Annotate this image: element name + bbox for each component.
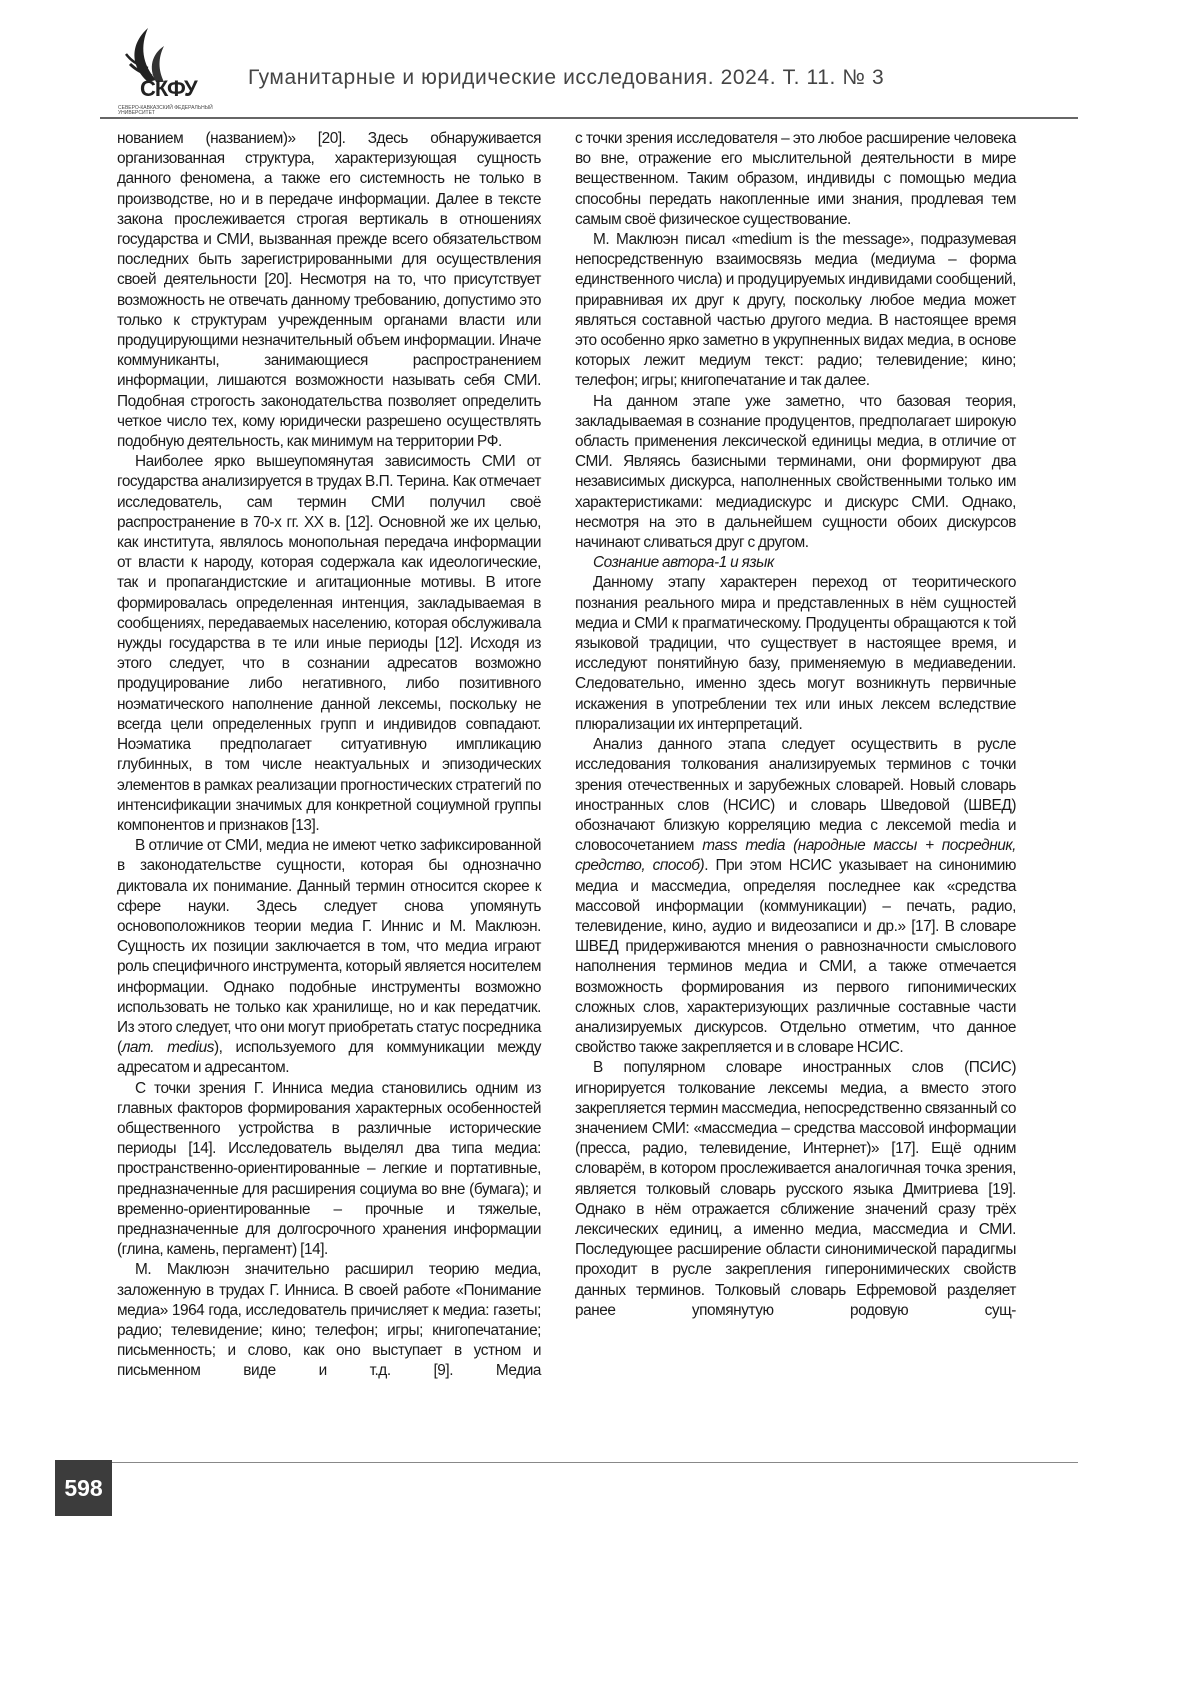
paragraph-text: с точки зрения исследователя – это любое расширение человека во вне, отражение его мыслительной деятельности в мире вещественном. Таким образом, индивиды с помощью медиа способны передать накопленные ими знания, продлевая тем самым своё физическое существование. [575,130,1016,228]
paragraph-text: Сознание автора-1 и язык [593,554,774,571]
page-number: 598 [55,1460,112,1516]
header-divider [100,117,1078,119]
paragraph-text: М. Маклюэн значительно расширил теорию медиа, заложенную в трудах Г. Инниса. В своей работе «Понимание медиа» 1964 года, исследователь причисляет к медиа: газеты; радио; телевидение; кино; телефон; игры; книгопечатание; письменность; и слово, как оно выступает в устном и письменном виде и т.д. [9]. Медиа [117,1261,541,1379]
paragraph-text: В популярном словаре иностранных слов (ПСИС) игнорируется толкование лексемы медиа, а вместо этого закрепляется термин массмедиа, непосредственно связанный со значением СМИ: «массмедиа – средства массовой информации (пресса, радио, телевидение, Интернет)» [17]. Ещё одним словарём, в котором прослеживается аналогичная точка зрения, является толковый словарь русского языка Дмитриева [19]. Однако в нём отражается сближение значений сразу трёх лексических единиц, а именно медиа, массмедиа и СМИ. Последующее расширение области синонимической парадигмы проходит в русле закрепления гиперонимических свойств данных терминов. Толковый словарь Ефремовой разделяет ранее упомянутую родовую сущ- [575,1059,1016,1318]
paragraph [117,452,541,836]
paragraph-text: М. Маклюэн писал «medium is the message», подразумевая непосредственную взаимосвязь медиа (медиума – форма единственного числа) и продуцируемых индивидами сообщений, приравнивая их друг к другу, поскольку любое медиа может являться составной частью другого медиа. В настоящее время это особенно ярко заметно в укрупненных видах медиа, в основе которых лежит медиум текст: радио; телевидение; кино; телефон; игры; книгопечатание и так далее. [575,231,1016,389]
paragraph [575,230,1016,392]
italic-text: лат. medius [122,1039,214,1056]
right-column [575,129,1016,1321]
paragraph [117,836,541,1078]
logo-text: СКФУ [140,76,197,102]
paragraph [117,1260,541,1381]
paragraph-text: Анализ данного этапа следует осуществить в русле исследования толкования анализируемых терминов с точки зрения отечественных и зарубежных словарей. Новый словарь иностранных слов (НСИС) и словарь Шведовой (ШВЕД) обозначают близкую корреляцию медиа с лексемой media и словосочетанием [575,736,1016,854]
paragraph-text: ), используемого для коммуникации между адресатом и адресантом. [117,1039,541,1076]
paragraph [575,392,1016,554]
university-logo [118,24,228,84]
paragraph-text: нованием (названием)» [20]. Здесь обнаруживается организованная структура, характеризующая сущность данного феномена, а также его системность не только в производстве, но и в передаче информации. Далее в тексте закона прослеживается строгая вертикаль в отношениях государства и СМИ, вызванная прежде всего обязательством последних быть зарегистрированными для осуществления своей деятельности [20]. Несмотря на то, что присутствует возможность не отвечать данному требованию, допустимо это только к структурам учрежденным органами власти или продуцирующими незначительный объем информации. Иначе коммуниканты, занимающиеся распространением информации, лишаются возможности называть себя СМИ. Подобная строгость законодательства позволяет определить четкое число тех, кому юридически разрешено осуществлять подобную деятельность, как минимум на территории РФ. [117,130,541,450]
paragraph [117,1079,541,1261]
paragraph-text: В отличие от СМИ, медиа не имеют четко зафиксированной в законодательстве сущности, которая бы однозначно диктовала их понимание. Данный термин относится скорее к сфере науки. Здесь следует снова упомянуть основоположников теории медиа Г. Иннис и М. Маклюэн. Сущность их позиции заключается в том, что медиа играют роль специфичного инструмента, который является носителем информации. Однако подобные инструменты возможно использовать не только как хранилище, но и как передатчик. Из этого следует, что они могут приобретать статус посредника ( [117,837,541,1056]
paragraph-text: На данном этапе уже заметно, что базовая теория, закладываемая в сознание продуцентов, предполагает широкую область применения лексической единицы медиа, в отличие от СМИ. Являясь базисными терминами, они формируют два независимых дискурса, наполненных свойственными только им характеристиками: медиадискурс и дискурс СМИ. Однако, несмотря на это в дальнейшем сущности обоих дискурсов начинают сливаться друг с другом. [575,393,1016,551]
logo-emblem-icon [118,24,228,84]
footer-divider [112,1462,1078,1463]
paragraph-text: Данному этапу характерен переход от теоритического познания реального мира и представленных в нём сущностей медиа и СМИ к прагматическому. Продуценты обращаются к той языковой традиции, что существует в настоящее время, и исследуют понятийную базу, применяемую в медиаведении. Следовательно, именно здесь могут возникнуть первичные искажения в употреблении тех или иных лексем вследствие плюрализации их интерпретаций. [575,574,1016,732]
paragraph [117,129,541,452]
paragraph-text: С точки зрения Г. Инниса медиа становились одним из главных факторов формирования характерных особенностей общественного устройства в различные исторические периоды [14]. Исследователь выделял два типа медиа: пространственно-ориентированные – легкие и портативные, предназначенные для расширения социума во вне (бумага); и временно-ориентированные – прочные и тяжелые, предназначенные для долгосрочного хранения информации (глина, камень, пергамент) [14]. [117,1080,541,1259]
paragraph [575,1058,1016,1321]
paragraph [575,573,1016,735]
section-heading [575,553,1016,573]
paragraph [575,735,1016,1058]
left-column [117,129,541,1382]
logo-subtitle: СЕВЕРО-КАВКАЗСКИЙ ФЕДЕРАЛЬНЫЙ УНИВЕРСИТЕТ [118,106,218,116]
paragraph-text: Наиболее ярко вышеупомянутая зависимость СМИ от государства анализируется в трудах В.П. Терина. Как отмечает исследователь, сам термин СМИ получил своё распространение в 70-х гг. XX в. [12]. Основной же их целью, как института, являлось монопольная передача информации от власти к народу, которая содержала как идеологические, так и пропагандистские и агитационные мотивы. В итоге формировалась определенная интенция, закладываемая в сообщениях, передаваемых населению, которая обслуживала нужды государства в те или иные периоды [12]. Исходя из этого следует, что в сознании адресатов возможно продуцирование либо негативного, либо позитивного ноэматического наполнение данной лексемы, поскольку не всегда цели определенных групп и индивидов совпадают. Ноэматика предполагает ситуативную импликацию глубинных, в том числе неактуальных и эпизодических элементов в рамках реализации прогностических стратегий по интенсификации значимых для конкретной социумной группы компонентов и признаков [13]. [117,453,541,834]
italic-text: mass media (народные массы + посредник, средство, способ) [575,837,1016,874]
journal-title: Гуманитарные и юридические исследования. 2024. Т. 11. № 3 [248,66,884,90]
paragraph-text: . При этом НСИС указывает на синонимию медиа и массмедиа, определяя последнее как «средства массовой информации (коммуникации) – печать, радио, телевидение, кино, аудио и видеозаписи и др.» [17]. В словаре ШВЕД придерживаются мнения о равнозначности смыслового наполнения терминов медиа и СМИ, а также отмечается возможность формирования из первого гипонимических сложных слов, характеризующих различные составные части анализируемых дискурсов. Отдельно отметим, что данное свойство также закрепляется и в словаре НСИС. [575,857,1016,1056]
paragraph [575,129,1016,230]
